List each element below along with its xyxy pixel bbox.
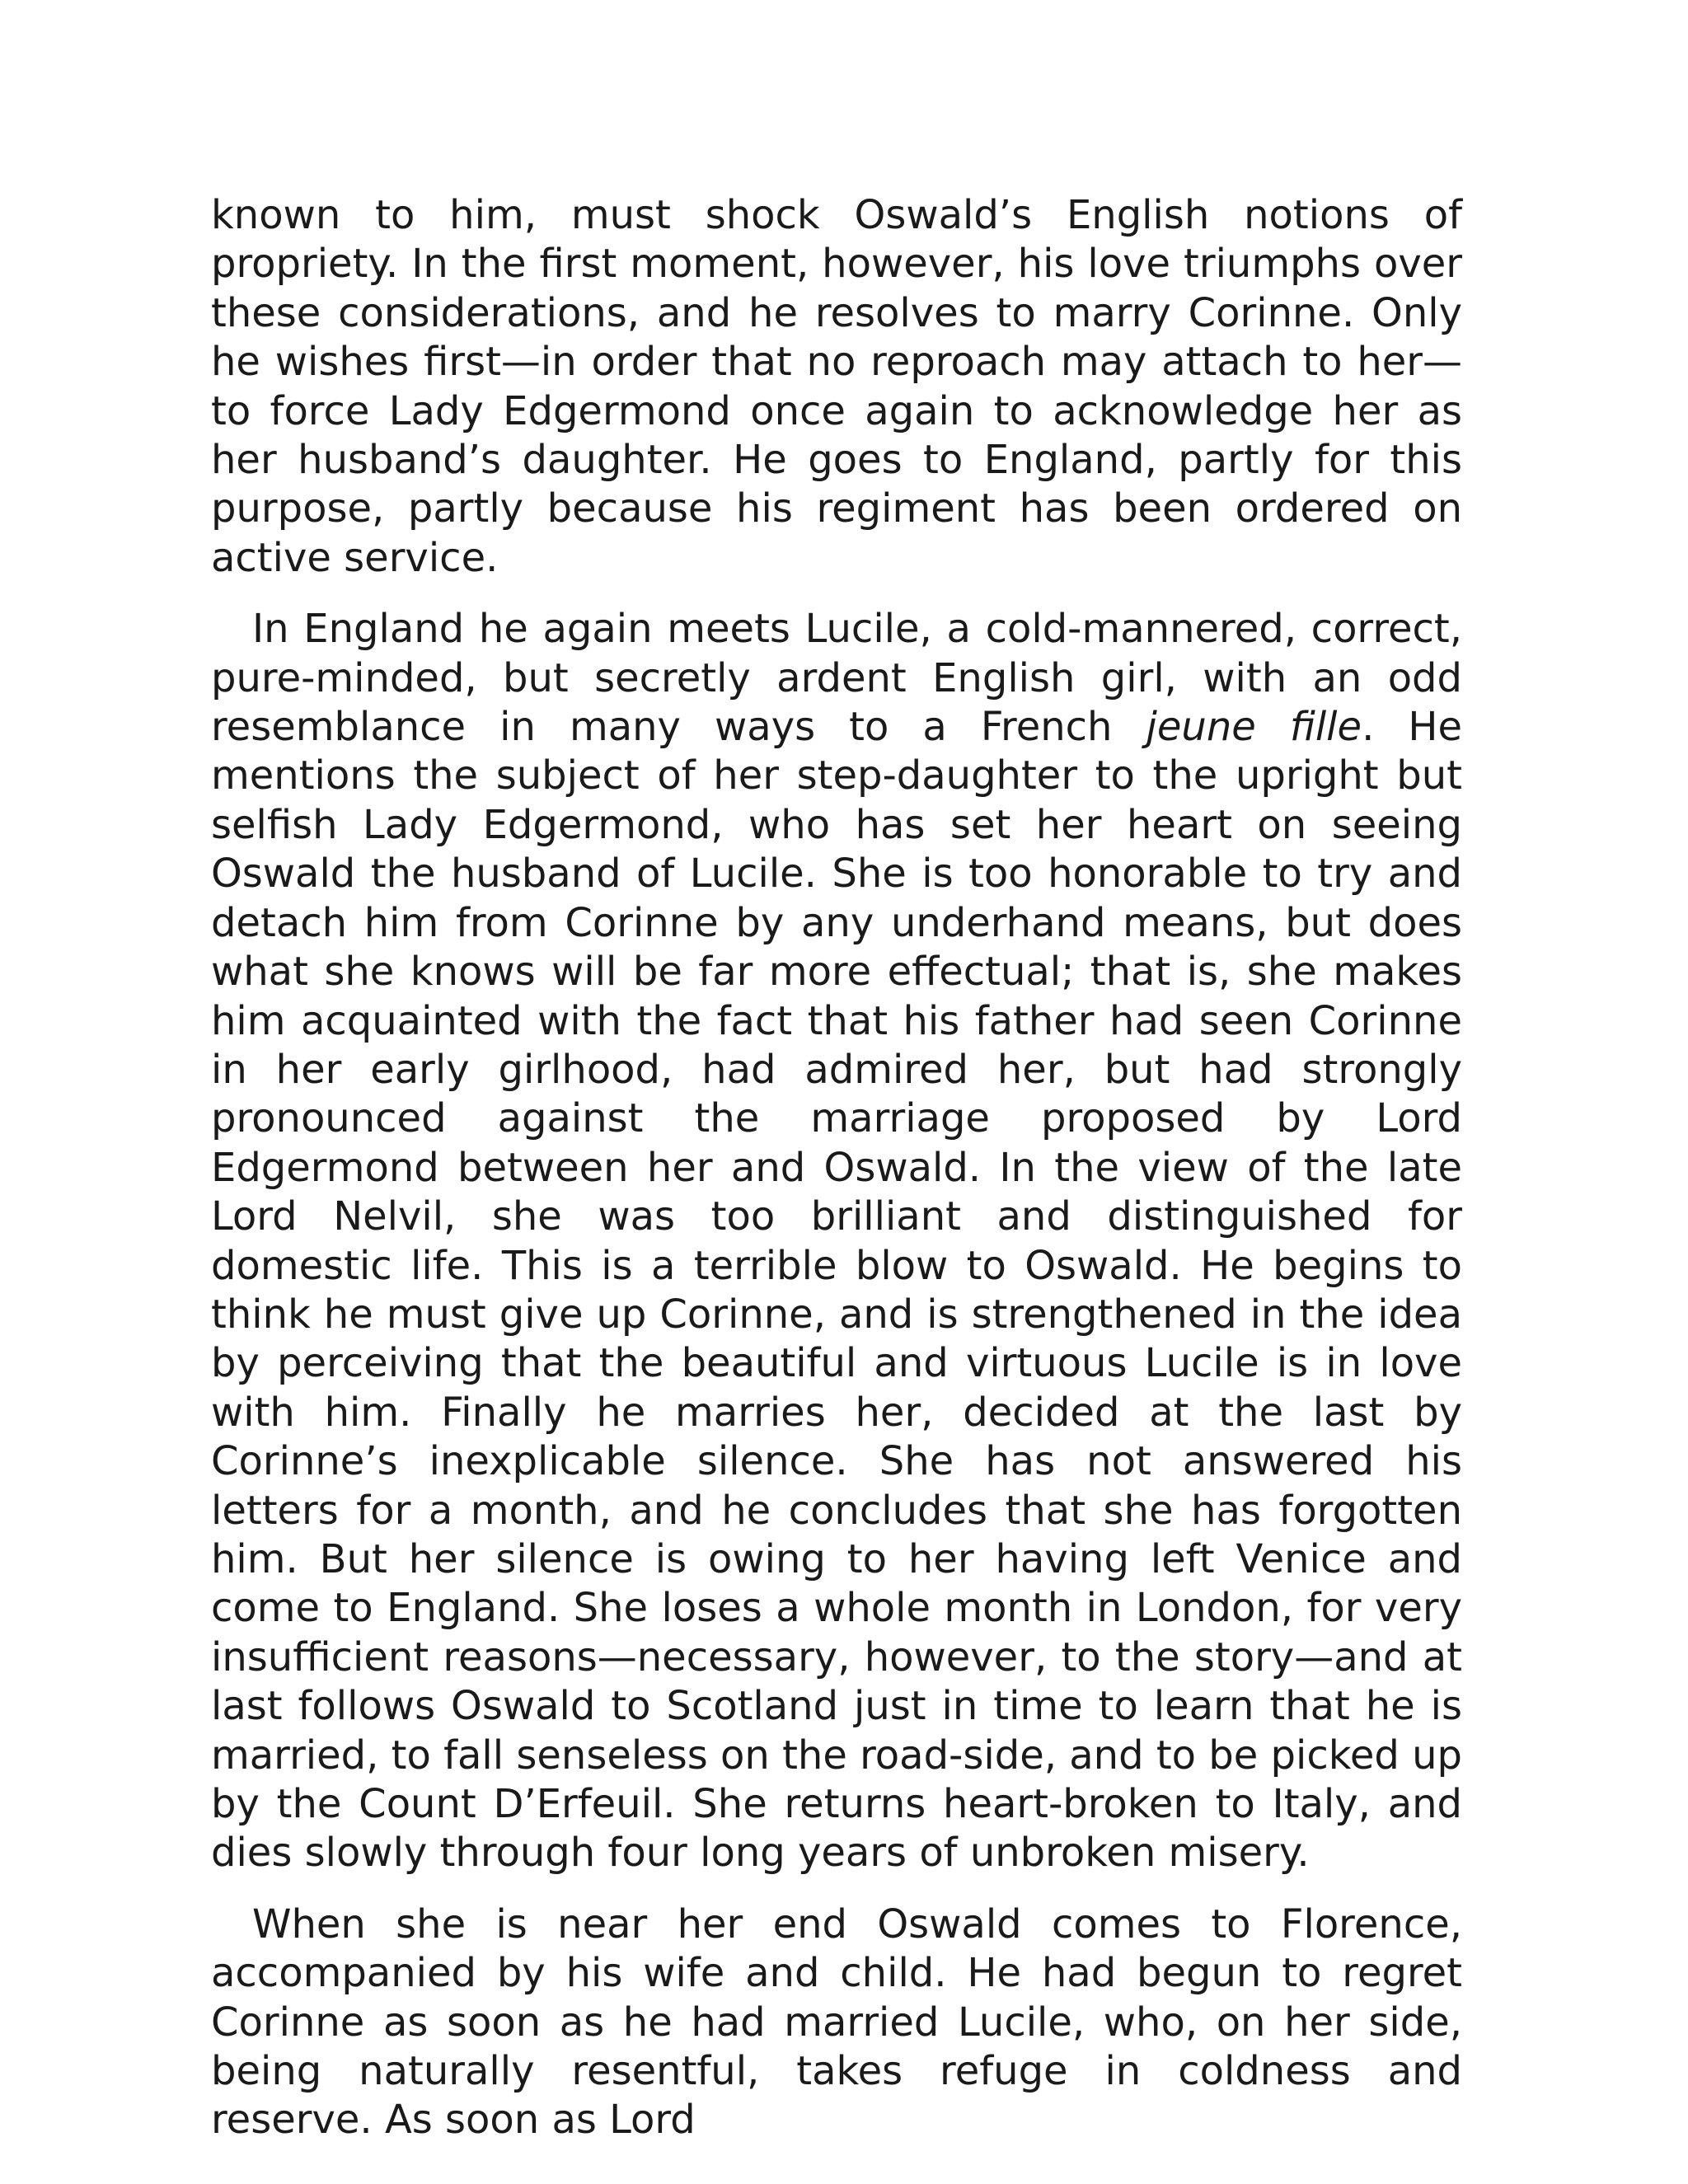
paragraph-1-text: known to him, must shock Oswald’s English notions of propriety. In the first moment, however, his love triumphs over these considerations, and he resolves to marry Corinne. Only he wishes first—in order that no reproach may attach to her—to force Lady Edgermond once again to acknowledge her as her husband’s daughter. He goes to England, partly for this purpose, partly because his regiment has been ordered on active service. [211, 192, 1462, 581]
paragraph-3-text: When she is near her end Oswald comes to Florence, accompanied by his wife and child. He had begun to regret Corinne as soon as he had married Lucile, who, on her side, being naturally resentful, takes refuge in coldness and reserve. As soon as Lord [211, 1900, 1462, 2144]
paragraph-1 [211, 191, 1462, 583]
paragraph-2-text-before: In England he again meets Lucile, a cold-mannered, correct, pure-minded, but secretly ardent English girl, with an odd resemblance in many ways to a French [211, 606, 1462, 751]
paragraph-2-text-after: . He mentions the subject of her step-daughter to the upright but selfish Lady Edgermond, who has set her heart on seeing Oswald the husband of Lucile. She is too honorable to try and detach him from Corinne by any underhand means, but does what she knows will be far more effectual; that is, she makes him acquainted with the fact that his father had seen Corinne in her early girlhood, had admired her, but had strongly pronounced against the marriage proposed by Lord Edgermond between her and Oswald. In the view of the late Lord Nelvil, she was too brilliant and distinguished for domestic life. This is a terrible blow to Oswald. He begins to think he must give up Corinne, and is strengthened in the idea by perceiving that the beautiful and virtuous Lucile is in love with him. Finally he marries her, decided at the last by Corinne’s inexplicable silence. She has not answered his letters for a month, and he concludes that she has forgotten him. But her silence is owing to her having left Venice and come to England. She loses a whole month in London, for very insufficient reasons—necessary, however, to the story—and at last follows Oswald to Scotland just in time to learn that he is married, to fall senseless on the road-side, and to be picked up by the Count D’Erfeuil. She returns heart-broken to Italy, and dies slowly through four long years of unbroken misery. [211, 704, 1463, 1877]
paragraph-2-italic-phrase: jeune fille [1146, 704, 1362, 751]
document-page [211, 191, 1462, 2168]
paragraph-2 [211, 605, 1462, 1878]
paragraph-3 [211, 1900, 1462, 2145]
